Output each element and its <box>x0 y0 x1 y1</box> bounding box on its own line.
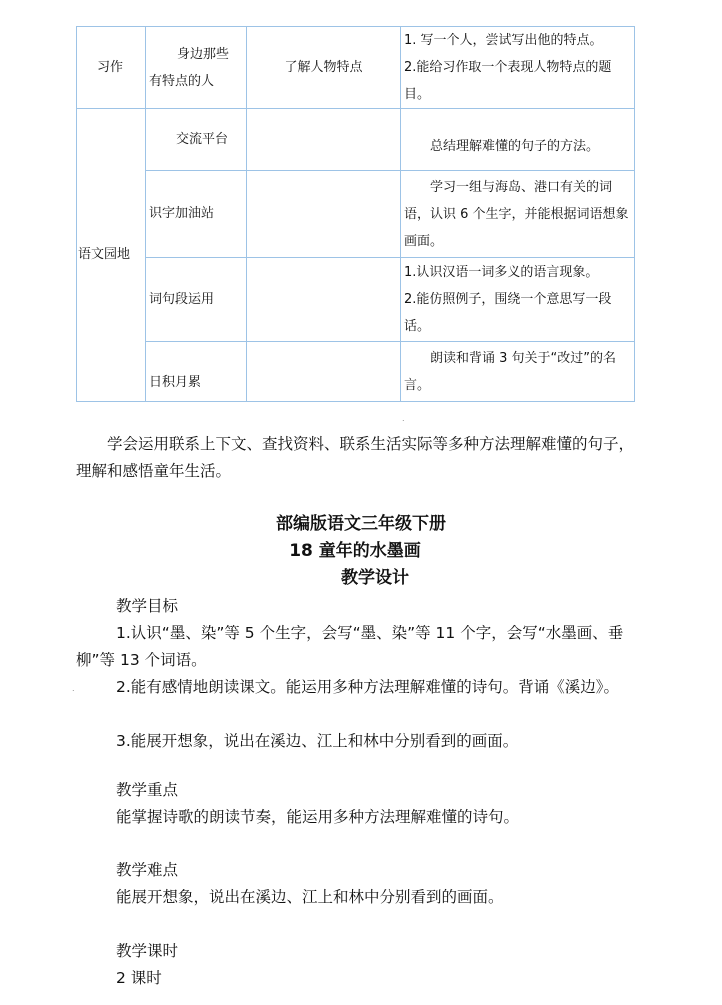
table-row <box>77 342 635 402</box>
table-row <box>77 258 635 342</box>
table-row <box>77 27 635 109</box>
key-points-heading: 教学重点 <box>116 781 179 799</box>
goal-cell: 总结理解难懂的句子的方法。 <box>401 109 635 171</box>
periods-heading: 教学课时 <box>116 942 179 960</box>
stray-mark: . <box>72 684 75 693</box>
goal-cell <box>401 258 635 342</box>
lesson-title: 18 童年的水墨画 <box>289 541 421 561</box>
goal-line: 2.能给习作取一个表现人物特点的题目。 <box>404 60 612 102</box>
key-points-text: 能掌握诗歌的朗读节奏，能运用多种方法理解难懂的诗句。 <box>116 808 520 826</box>
design-title: 教学设计 <box>341 568 409 588</box>
topic-cell: 日积月累 <box>146 342 247 402</box>
topic-cell: 识字加油站 <box>146 171 247 258</box>
goal-line: 1.认识汉语一词多义的语言现象。 <box>404 265 599 280</box>
goal-line: 1. 写一个人，尝试写出他的特点。 <box>404 33 603 48</box>
stray-mark: . <box>402 414 405 423</box>
objective-item: 1.认识“墨、染”等 5 个生字，会写“墨、染”等 11 个字，会写“水墨画、垂柳”等 13 个词语。 <box>76 624 624 669</box>
objective-item: 2.能有感情地朗读课文。能运用多种方法理解难懂的诗句。背诵《溪边》。 <box>116 678 620 696</box>
difficulties-text: 能展开想象，说出在溪边、江上和林中分别看到的画面。 <box>116 888 504 906</box>
topic-cell: 词句段运用 <box>146 258 247 342</box>
table-row <box>77 171 635 258</box>
category-cell: 语文园地 <box>77 109 146 402</box>
objective-item: 3.能展开想象，说出在溪边、江上和林中分别看到的画面。 <box>116 732 519 750</box>
topic-line: 身边那些 <box>177 46 230 62</box>
focus-cell <box>247 109 401 171</box>
document-title: 部编版语文三年级下册 <box>276 514 446 534</box>
unit-plan-table <box>76 26 635 402</box>
focus-cell <box>247 342 401 402</box>
focus-cell <box>247 171 401 258</box>
unit-summary-paragraph: 学会运用联系上下文、查找资料、联系生活实际等多种方法理解难懂的句子，理解和感悟童年生活。 <box>76 435 635 480</box>
goal-cell: 学习一组与海岛、港口有关的词语，认识 6 个生字，并能根据词语想象画面。 <box>401 171 635 258</box>
periods-text: 2 课时 <box>116 969 162 987</box>
topic-cell: 交流平台 <box>146 109 247 171</box>
focus-cell <box>247 258 401 342</box>
topic-line: 有特点的人 <box>149 73 215 89</box>
goal-cell: 朗读和背诵 3 句关于“改过”的名言。 <box>401 342 635 402</box>
focus-cell: 了解人物特点 <box>247 27 401 109</box>
goal-line: 2.能仿照例子，围绕一个意思写一段话。 <box>404 292 612 334</box>
category-cell: 习作 <box>77 27 146 109</box>
goal-cell <box>401 27 635 109</box>
topic-cell <box>146 27 247 109</box>
table-row <box>77 109 635 171</box>
difficulties-heading: 教学难点 <box>116 861 179 879</box>
objectives-heading: 教学目标 <box>116 597 179 615</box>
